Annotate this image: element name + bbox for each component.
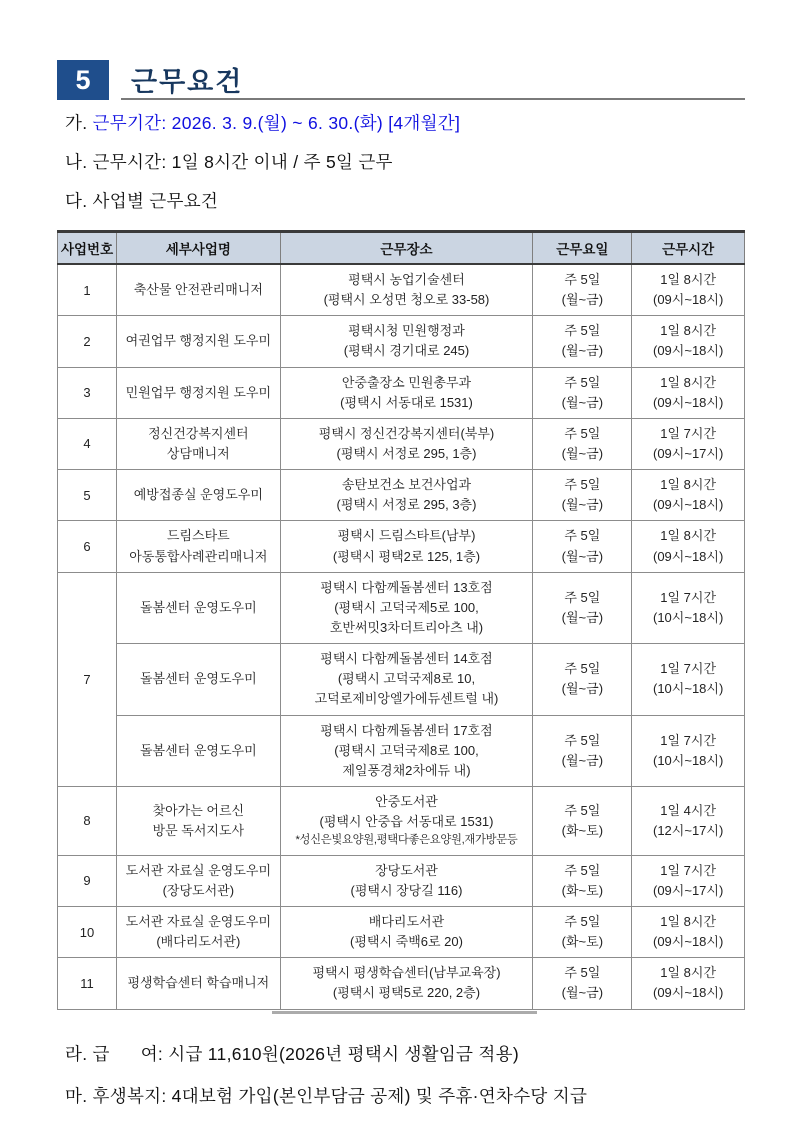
cell-line: 배다리도서관 — [368, 914, 445, 930]
cell-line: 1일 8시간 — [660, 374, 717, 390]
cell-line: (월~금) — [561, 548, 604, 564]
cell-line: 주 5일 — [564, 732, 601, 748]
cell-line: 1일 7시간 — [660, 425, 717, 441]
table-row — [58, 572, 745, 643]
cell-line: (09시~17시) — [653, 445, 724, 461]
cell-line: (평택시 고덕국제8로 10, — [337, 671, 476, 687]
table-row — [58, 521, 745, 572]
para-work-period-highlight: 근무기간: 2026. 3. 9.(월) ~ 6. 30.(화) [4개월간] — [92, 113, 461, 133]
cell-business-name — [117, 855, 281, 906]
cell-work-place — [280, 367, 533, 418]
para-table-intro: 다. 사업별 근무요건 — [65, 191, 219, 211]
cell-work-place — [280, 521, 533, 572]
cell-line: (평택시 평택2로 125, 1층) — [332, 548, 481, 564]
cell-line: 주 5일 — [564, 323, 601, 339]
para-wage: 라. 급 여: 시급 11,610원(2026년 평택시 생활임금 적용) — [65, 1043, 519, 1064]
cell-business-no: 9 — [58, 855, 117, 906]
cell-line: 1일 4시간 — [660, 802, 717, 818]
table-row — [58, 418, 745, 469]
cell-business-no: 5 — [58, 470, 117, 521]
cell-line: (평택시 서동대로 1531) — [340, 394, 473, 410]
cell-line: 1일 8시간 — [660, 528, 717, 544]
cell-line: (09시~18시) — [653, 548, 724, 564]
column-header: 근무요일 — [533, 232, 632, 265]
cell-work-hours — [632, 958, 745, 1009]
column-header: 세부사업명 — [117, 232, 281, 265]
cell-line: (평택시 고덕국제8로 100, — [334, 742, 479, 758]
cell-work-days — [533, 367, 632, 418]
cell-work-place — [280, 644, 533, 715]
column-header: 근무장소 — [280, 232, 533, 265]
cell-business-name — [117, 572, 281, 643]
cell-line: 아동통합사례관리매니저 — [129, 548, 268, 564]
para-work-period — [65, 113, 745, 133]
cell-line: 장당도서관 — [375, 862, 438, 878]
cell-business-no: 2 — [58, 316, 117, 367]
cell-line: (09시~17시) — [653, 882, 724, 898]
cell-business-name — [117, 367, 281, 418]
cell-work-days — [533, 316, 632, 367]
cell-work-place — [280, 572, 533, 643]
cell-work-days — [533, 958, 632, 1009]
cell-line: 방문 독서지도사 — [152, 822, 245, 838]
cell-line: 송탄보건소 보건사업과 — [341, 477, 472, 493]
cell-business-name — [117, 907, 281, 958]
cell-line: (월~금) — [561, 394, 604, 410]
table-header-row — [58, 232, 745, 265]
cell-line: (평택시 오성면 청오로 33-58) — [323, 292, 490, 308]
cell-line: 평택시 농업기술센터 — [348, 272, 465, 287]
cell-line: 주 5일 — [564, 965, 601, 981]
cell-line: (평택시 서정로 295, 1층) — [336, 445, 477, 461]
cell-line: (09시~18시) — [653, 934, 724, 950]
cell-line: (평택시 서정로 295, 3층) — [336, 497, 477, 513]
cell-work-hours — [632, 855, 745, 906]
cell-work-hours — [632, 715, 745, 786]
cell-line: 주 5일 — [564, 589, 601, 605]
para-work-period-prefix: 가. — [65, 113, 93, 133]
footer-block — [57, 1044, 745, 1106]
cell-line: 주 5일 — [564, 914, 601, 930]
cell-line: (평택시 죽백6로 20) — [350, 934, 463, 950]
cell-work-place — [280, 958, 533, 1009]
cell-work-days — [533, 264, 632, 316]
cell-line: 도서관 자료실 운영도우미 — [125, 914, 272, 930]
cell-line: 주 5일 — [564, 425, 601, 441]
para-work-hours: 나. 근무시간: 1일 8시간 이내 / 주 5일 근무 — [65, 152, 393, 172]
table-row — [58, 470, 745, 521]
table-row — [58, 367, 745, 418]
cell-work-days — [533, 715, 632, 786]
cell-line: 1일 7시간 — [660, 589, 717, 605]
cell-line: 고덕로제비앙엘가에듀센트럴 내) — [314, 691, 499, 707]
column-header: 사업번호 — [58, 232, 117, 265]
section-number-badge: 5 — [57, 60, 109, 100]
cell-line: 주 5일 — [564, 802, 601, 818]
cell-line: 드림스타트 — [166, 528, 230, 544]
cell-work-days — [533, 521, 632, 572]
cell-line: (월~금) — [561, 681, 604, 697]
cell-line: 평택시 드림스타트(남부) — [337, 528, 476, 544]
cell-line: 1일 8시간 — [660, 323, 717, 339]
cell-line: *성신은빛요양원,평택다좋은요양원,재가방문등 — [295, 834, 518, 847]
cell-work-hours — [632, 521, 745, 572]
cell-work-days — [533, 907, 632, 958]
cell-line: 돌봄센터 운영도우미 — [140, 742, 257, 758]
cell-line: (평택시 평택5로 220, 2층) — [332, 985, 481, 1001]
cell-business-name — [117, 521, 281, 572]
cell-line: (09시~18시) — [653, 394, 724, 410]
cell-line: 평택시 평생학습센터(남부교육장) — [312, 965, 501, 981]
page-title: 근무요건 — [131, 66, 244, 97]
cell-line: 평생학습센터 학습매니저 — [127, 975, 270, 991]
cell-line: 돌봄센터 운영도우미 — [140, 599, 257, 615]
cell-work-days — [533, 855, 632, 906]
cell-line: (10시~18시) — [653, 752, 724, 768]
cell-work-hours — [632, 264, 745, 316]
cell-line: (장당도서관) — [162, 882, 235, 898]
cell-line: 평택시청 민원행정과 — [348, 323, 465, 339]
cell-work-hours — [632, 470, 745, 521]
table-row — [58, 855, 745, 906]
cell-work-place — [280, 316, 533, 367]
cell-line: 1일 8시간 — [660, 272, 717, 287]
cell-line: 주 5일 — [564, 374, 601, 390]
cell-line: (09시~18시) — [653, 985, 724, 1001]
table-row — [58, 786, 745, 855]
cell-line: 1일 8시간 — [660, 477, 717, 493]
cell-work-hours — [632, 644, 745, 715]
cell-line: (09시~18시) — [653, 497, 724, 513]
cell-line: (평택시 경기대로 245) — [343, 343, 470, 359]
cell-line: (월~금) — [561, 752, 604, 768]
cell-line: (평택시 안중읍 서동대로 1531) — [319, 814, 494, 830]
cell-line: 주 5일 — [564, 661, 601, 677]
cell-work-days — [533, 572, 632, 643]
cell-work-place — [280, 470, 533, 521]
table-bottom-accent — [272, 1011, 537, 1014]
cell-line: (화~토) — [561, 822, 604, 838]
cell-business-name — [117, 715, 281, 786]
cell-work-days — [533, 786, 632, 855]
cell-work-hours — [632, 316, 745, 367]
cell-line: 1일 7시간 — [660, 661, 717, 677]
cell-line: (평택시 장당길 116) — [350, 882, 463, 898]
cell-line: (화~토) — [561, 882, 604, 898]
cell-business-no: 3 — [58, 367, 117, 418]
cell-line: 1일 8시간 — [660, 914, 717, 930]
cell-line: 주 5일 — [564, 477, 601, 493]
cell-business-name — [117, 264, 281, 316]
cell-business-no: 8 — [58, 786, 117, 855]
cell-line: (09시~18시) — [653, 343, 724, 359]
cell-line: (월~금) — [561, 445, 604, 461]
table-row — [58, 715, 745, 786]
cell-line: 안중도서관 — [375, 793, 438, 809]
cell-work-place — [280, 786, 533, 855]
cell-business-no: 6 — [58, 521, 117, 572]
column-header: 근무시간 — [632, 232, 745, 265]
section-header — [57, 60, 745, 100]
cell-line: (09시~18시) — [653, 292, 724, 308]
cell-line: 정신건강복지센터 — [148, 425, 249, 441]
cell-business-no: 7 — [58, 572, 117, 786]
cell-line: 주 5일 — [564, 272, 601, 287]
cell-work-days — [533, 644, 632, 715]
cell-line: 축산물 안전관리매니저 — [133, 282, 263, 298]
cell-work-hours — [632, 786, 745, 855]
title-underline — [121, 60, 745, 100]
cell-line: (월~금) — [561, 609, 604, 625]
cell-work-hours — [632, 418, 745, 469]
cell-line: 1일 7시간 — [660, 732, 717, 748]
cell-line: 호반써밋3차더트리아츠 내) — [329, 619, 484, 635]
cell-line: 도서관 자료실 운영도우미 — [125, 862, 272, 878]
work-requirements-table — [57, 230, 745, 1010]
cell-line: 제일풍경채2차에듀 내) — [342, 762, 471, 778]
table-row — [58, 644, 745, 715]
cell-line: (월~금) — [561, 292, 604, 308]
cell-work-place — [280, 264, 533, 316]
cell-work-days — [533, 418, 632, 469]
cell-line: 여권업무 행정지원 도우미 — [125, 333, 272, 349]
cell-line: (월~금) — [561, 985, 604, 1001]
cell-line: 예방접종실 운영도우미 — [133, 487, 263, 503]
cell-line: 상담매니저 — [166, 445, 230, 461]
cell-business-no: 1 — [58, 264, 117, 316]
table-row — [58, 907, 745, 958]
cell-line: 민원업무 행정지원 도우미 — [125, 384, 272, 400]
table-row — [58, 958, 745, 1009]
cell-business-no: 11 — [58, 958, 117, 1009]
cell-line: 평택시 다함께돌봄센터 14호점 — [320, 651, 493, 667]
cell-work-days — [533, 470, 632, 521]
cell-line: 안중출장소 민원총무과 — [341, 374, 472, 390]
cell-line: 1일 8시간 — [660, 965, 717, 981]
cell-business-name — [117, 470, 281, 521]
cell-line: (배다리도서관) — [156, 934, 241, 950]
cell-line: 주 5일 — [564, 862, 601, 878]
cell-line: (평택시 고덕국제5로 100, — [334, 599, 479, 615]
cell-work-hours — [632, 907, 745, 958]
cell-work-place — [280, 907, 533, 958]
cell-line: 평택시 다함께돌봄센터 13호점 — [320, 579, 493, 595]
cell-business-name — [117, 644, 281, 715]
cell-work-place — [280, 715, 533, 786]
cell-work-place — [280, 418, 533, 469]
cell-line: (화~토) — [561, 934, 604, 950]
table-row — [58, 264, 745, 316]
para-welfare: 마. 후생복지: 4대보험 가입(본인부담금 공제) 및 주휴·연차수당 지급 — [65, 1085, 588, 1106]
cell-line: 평택시 정신건강복지센터(북부) — [318, 425, 495, 441]
cell-line: 평택시 다함께돌봄센터 17호점 — [320, 722, 493, 738]
cell-line: (월~금) — [561, 497, 604, 513]
cell-line: (10시~18시) — [653, 609, 724, 625]
cell-business-no: 10 — [58, 907, 117, 958]
cell-business-name — [117, 958, 281, 1009]
cell-business-name — [117, 786, 281, 855]
cell-business-name — [117, 418, 281, 469]
cell-line: (12시~17시) — [653, 822, 724, 838]
table-row — [58, 316, 745, 367]
cell-business-no: 4 — [58, 418, 117, 469]
cell-line: (월~금) — [561, 343, 604, 359]
cell-work-hours — [632, 572, 745, 643]
cell-business-name — [117, 316, 281, 367]
cell-line: 찾아가는 어르신 — [152, 802, 245, 818]
cell-line: 1일 7시간 — [660, 862, 717, 878]
cell-line: (10시~18시) — [653, 681, 724, 697]
cell-line: 주 5일 — [564, 528, 601, 544]
cell-work-hours — [632, 367, 745, 418]
cell-line: 돌봄센터 운영도우미 — [140, 671, 257, 687]
cell-work-place — [280, 855, 533, 906]
